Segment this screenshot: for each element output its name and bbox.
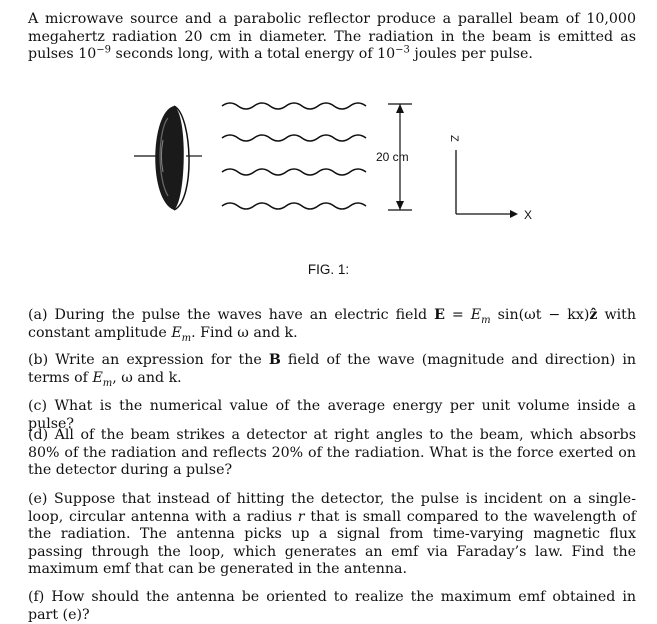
intro-exponent-2: −3 <box>395 44 410 56</box>
question-d: (d) All of the beam strikes a detector at right angles to the beam, which absorbs 80% of the radiation and reflects 20% of the radiation. What is the force exerted on the detector during a pulse? <box>28 427 636 479</box>
problem-intro <box>28 11 636 64</box>
coordinate-axes <box>456 150 518 218</box>
question-f: (f) How should the antenna be oriented to realize the maximum emf obtained in part (e)? <box>28 589 636 623</box>
amplitude-symbol-2: E <box>171 324 182 341</box>
question-e-text-1: (e) Suppose that instead of hitting the detector, the pulse is incident on a single-loop, circular antenna with a radius <box>28 491 636 525</box>
intro-exponent-1: −9 <box>96 44 112 56</box>
question-b-text-1: (b) Write an expression for the <box>28 352 269 368</box>
beam-diameter-label: 20 cm <box>376 150 409 164</box>
question-a-text-1: (a) During the pulse the waves have an electric field <box>28 307 435 323</box>
figure-1 <box>130 100 550 230</box>
question-a-text-4: with constant amplitude <box>28 307 637 341</box>
question-a-text-2: = <box>444 307 471 323</box>
question-a-text-5: . Find ω and k. <box>191 324 298 341</box>
question-c: (c) What is the numerical value of the average energy per unit volume inside a pulse? <box>28 398 636 432</box>
x-axis-label: X <box>524 208 533 222</box>
microwave-waves <box>222 103 366 209</box>
z-axis-label: Z <box>448 135 460 142</box>
amplitude-symbol: E <box>470 307 482 323</box>
magnetic-field-symbol: B <box>268 352 281 368</box>
question-b-text-2: field of the wave (magnitude and direction) in terms of <box>28 352 636 386</box>
question-b <box>28 352 636 387</box>
question-e <box>28 491 636 579</box>
question-e-text-2: that is small compared to the wavelength of the radiation. The antenna picks up a signal from time-varying magnetic flux passing through the loop, which generates an emf via Faraday’s law. Find the maximum emf that can be generated in the antenna. <box>28 508 636 578</box>
radius-symbol: r <box>297 508 305 525</box>
amplitude-subscript-b: m <box>102 377 113 389</box>
figure-caption: FIG. 1: <box>307 262 350 277</box>
question-a <box>28 307 636 342</box>
intro-text-3: joules per pulse. <box>409 46 533 63</box>
amplitude-subscript-2: m <box>181 332 192 344</box>
question-b-text-3: , ω and k. <box>112 369 182 386</box>
electric-field-symbol: E <box>434 307 445 323</box>
intro-text-1: A microwave source and a parabolic reflector produce a parallel beam of 10,000 megahertz radiation 20 cm in diameter. The radiation in the beam is emitted as pulses 10 <box>28 11 636 63</box>
amplitude-symbol-b: E <box>92 369 103 386</box>
parabolic-reflector-icon <box>134 106 202 210</box>
z-unit-vector: ẑ <box>589 307 598 323</box>
intro-text-2: seconds long, with a total energy of 10 <box>111 46 396 63</box>
question-a-text-3: sin(ωt − kx) <box>490 307 590 323</box>
amplitude-subscript: m <box>481 314 491 326</box>
